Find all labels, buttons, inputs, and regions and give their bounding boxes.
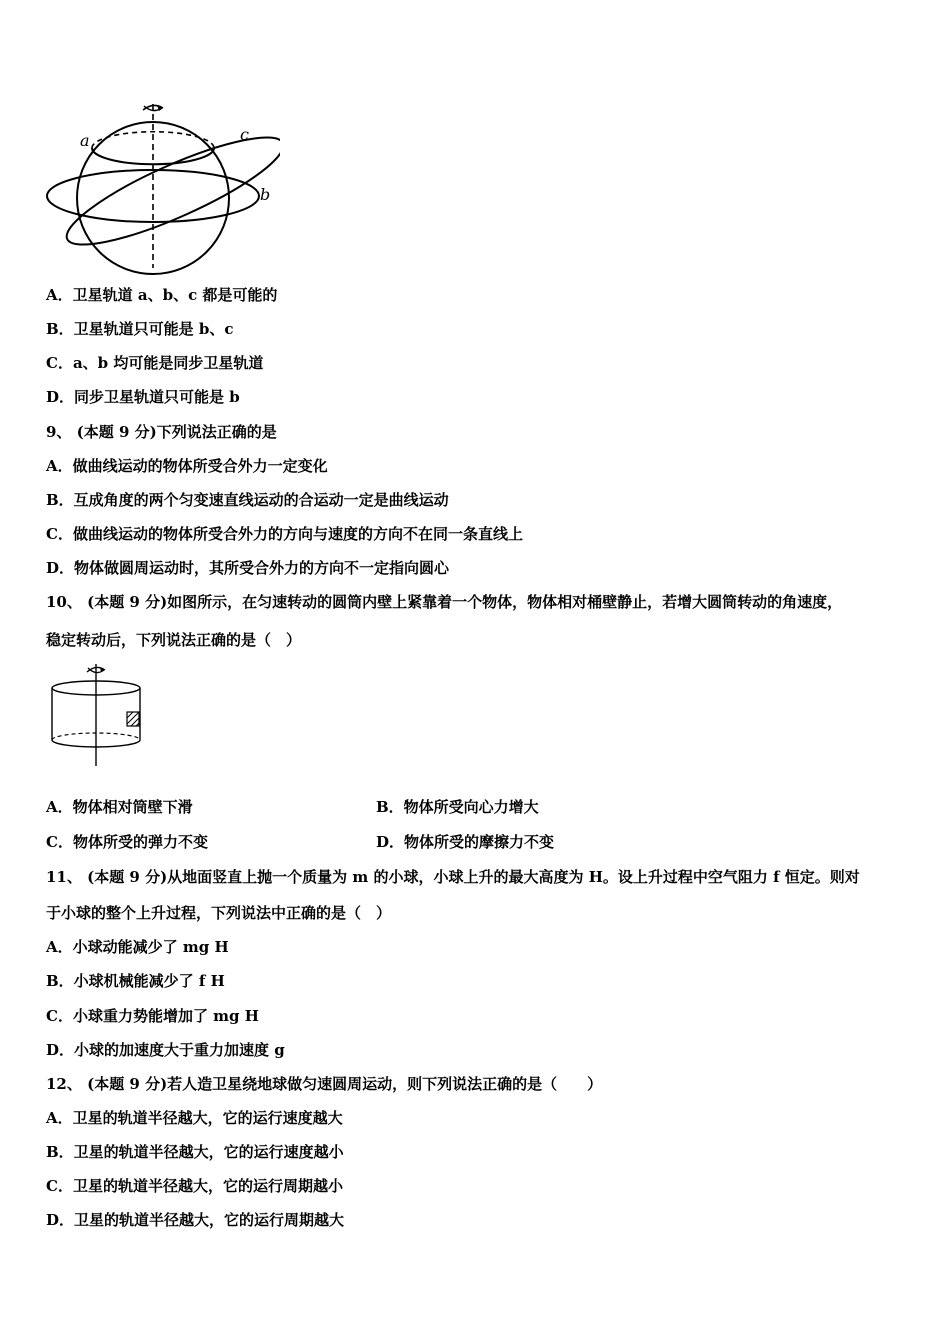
q12-option-a: A．卫星的轨道半径越大，它的运行速度越大 [46,1109,343,1127]
q8-option-c: C．a、b 均可能是同步卫星轨道 [46,354,264,372]
q10-option-b: B．物体所受向心力增大 [376,798,539,816]
q9-option-b: B．互成角度的两个匀变速直线运动的合运动一定是曲线运动 [46,491,449,509]
q12-option-c: C．卫星的轨道半径越大，它的运行周期越小 [46,1177,343,1195]
q10-option-a: A．物体相对筒壁下滑 [46,798,193,816]
q11-option-b: B．小球机械能减少了 f H [46,972,225,990]
q8-option-a: A．卫星轨道 a、b、c 都是可能的 [46,286,278,304]
q11-option-d: D．小球的加速度大于重力加速度 g [46,1041,285,1059]
q9-option-c: C．做曲线运动的物体所受合外力的方向与速度的方向不在同一条直线上 [46,525,523,543]
q10-option-d: D．物体所受的摩擦力不变 [376,833,555,851]
q9-option-a: A．做曲线运动的物体所受合外力一定变化 [46,457,328,475]
orbit-label-c: c [240,125,249,144]
q8-option-b: B．卫星轨道只可能是 b、c [46,320,234,338]
q10-stem-line1: 10、 (本题 9 分)如图所示，在匀速转动的圆筒内壁上紧靠着一个物体，物体相对桶壁静止，若增大圆筒转动的角速度， [46,593,843,611]
q9-option-d: D．物体做圆周运动时，其所受合外力的方向不一定指向圆心 [46,559,450,577]
q11-stem-line1: 11、 (本题 9 分)从地面竖直上抛一个质量为 m 的小球，小球上升的最大高度为 H。设上升过程中空气阻力 f 恒定。则对 [46,868,860,886]
q11-option-c: C．小球重力势能增加了 mg H [46,1007,259,1025]
orbit-label-b: b [260,185,271,204]
q11-stem-line2: 于小球的整个上升过程，下列说法中正确的是（ ） [46,904,392,922]
q9-stem: 9、 (本题 9 分)下列说法正确的是 [46,423,277,441]
q10-stem-line2: 稳定转动后，下列说法正确的是（ ） [46,631,302,649]
q8-option-d: D．同步卫星轨道只可能是 b [46,388,240,406]
q12-stem: 12、 (本题 9 分)若人造卫星绕地球做匀速圆周运动，则下列说法正确的是（ ） [46,1075,603,1093]
earth-orbits-figure [40,96,280,276]
rotating-cylinder-figure [44,660,154,770]
orbit-label-a: a [80,131,90,150]
q12-option-d: D．卫星的轨道半径越大，它的运行周期越大 [46,1211,345,1229]
q12-option-b: B．卫星的轨道半径越大，它的运行速度越小 [46,1143,344,1161]
q11-option-a: A．小球动能减少了 mg H [46,938,229,956]
q10-option-c: C．物体所受的弹力不变 [46,833,208,851]
